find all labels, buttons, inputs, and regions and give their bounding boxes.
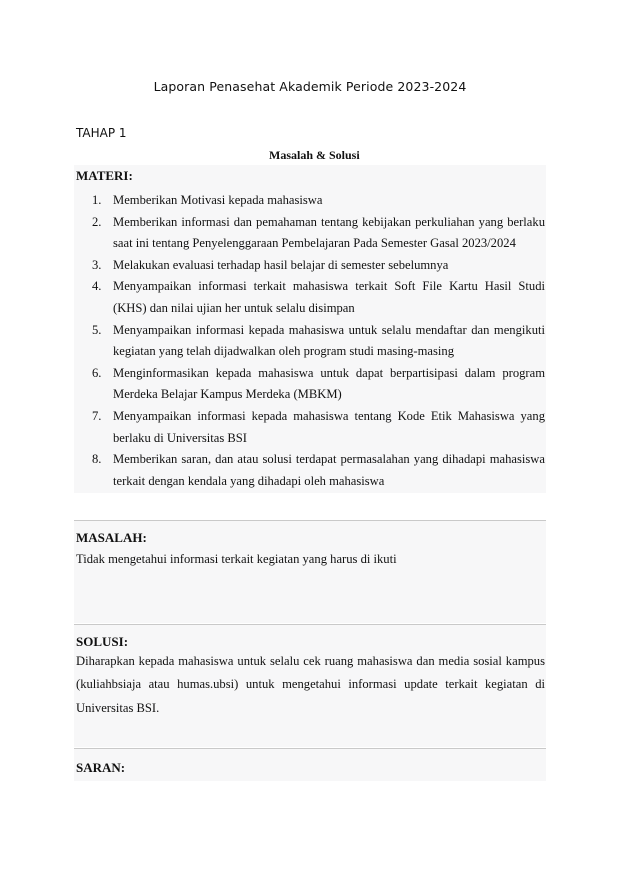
list-item-text: Menginformasikan kepada mahasiswa untuk dapat berpartisipasi dalam program Merdeka Belajar Kampus Merdeka (MBKM) bbox=[113, 365, 545, 402]
list-item-text: Memberikan saran, dan atau solusi terdapat permasalahan yang dihadapi mahasiswa terkait dengan kendala yang dihadapi oleh mahasiswa bbox=[113, 452, 545, 488]
divider bbox=[74, 748, 546, 749]
list-item bbox=[92, 449, 545, 492]
section-subheading: Masalah & Solusi bbox=[269, 148, 360, 162]
list-item bbox=[92, 406, 545, 449]
list-item-text: Memberikan informasi dan pemahaman tentang kebijakan perkuliahan yang berlaku saat ini tentang Penyelenggaraan Pembelajaran Pada Semester Gasal 2023/2024 bbox=[113, 214, 545, 251]
list-item-text: Melakukan evaluasi terhadap hasil belajar di semester sebelumnya bbox=[113, 257, 449, 272]
masalah-label: MASALAH: bbox=[76, 530, 147, 545]
list-item bbox=[92, 190, 545, 212]
list-item bbox=[92, 320, 545, 363]
solusi-label: SOLUSI: bbox=[76, 634, 129, 649]
list-item-text: Menyampaikan informasi kepada mahasiswa untuk selalu mendaftar dan mengikuti kegiatan yang telah dijadwalkan oleh program studi masing-masing bbox=[113, 322, 545, 359]
list-item-number: 2. bbox=[92, 214, 102, 229]
divider bbox=[74, 520, 546, 521]
list-item-text: Menyampaikan informasi terkait mahasiswa terkait Soft File Kartu Hasil Studi (KHS) dan nilai ujian her untuk selalu disimpan bbox=[113, 279, 545, 315]
list-item-number: 6. bbox=[92, 365, 102, 380]
stage-label: TAHAP 1 bbox=[76, 126, 127, 140]
list-item-number: 3. bbox=[92, 257, 102, 272]
list-item-number: 1. bbox=[92, 193, 102, 207]
list-item bbox=[92, 363, 545, 406]
solusi-text: Diharapkan kepada mahasiswa untuk selalu cek ruang mahasiswa dan media sosial kampus (kuliahbsiaja atau humas.ubsi) untuk mengetahui informasi update terkait kegiatan di Universitas BSI. bbox=[76, 654, 545, 715]
masalah-text: Tidak mengetahui informasi terkait kegiatan yang harus di ikuti bbox=[76, 552, 397, 566]
list-item-number: 8. bbox=[92, 452, 102, 467]
list-item bbox=[92, 276, 545, 319]
list-item-text: Memberikan Motivasi kepada mahasiswa bbox=[113, 193, 323, 207]
list-item-text: Menyampaikan informasi kepada mahasiswa tentang Kode Etik Mahasiswa yang berlaku di Universitas BSI bbox=[113, 408, 545, 445]
list-item bbox=[92, 212, 545, 255]
materi-label: MATERI: bbox=[76, 168, 133, 183]
saran-panel bbox=[74, 749, 546, 781]
divider bbox=[74, 624, 546, 625]
saran-label: SARAN: bbox=[76, 760, 126, 775]
list-item bbox=[92, 255, 545, 277]
materi-list bbox=[92, 190, 545, 492]
list-item-number: 5. bbox=[92, 322, 102, 337]
list-item-number: 7. bbox=[92, 408, 102, 423]
document-title: Laporan Penasehat Akademik Periode 2023-2024 bbox=[153, 79, 467, 94]
list-item-number: 4. bbox=[92, 279, 102, 294]
